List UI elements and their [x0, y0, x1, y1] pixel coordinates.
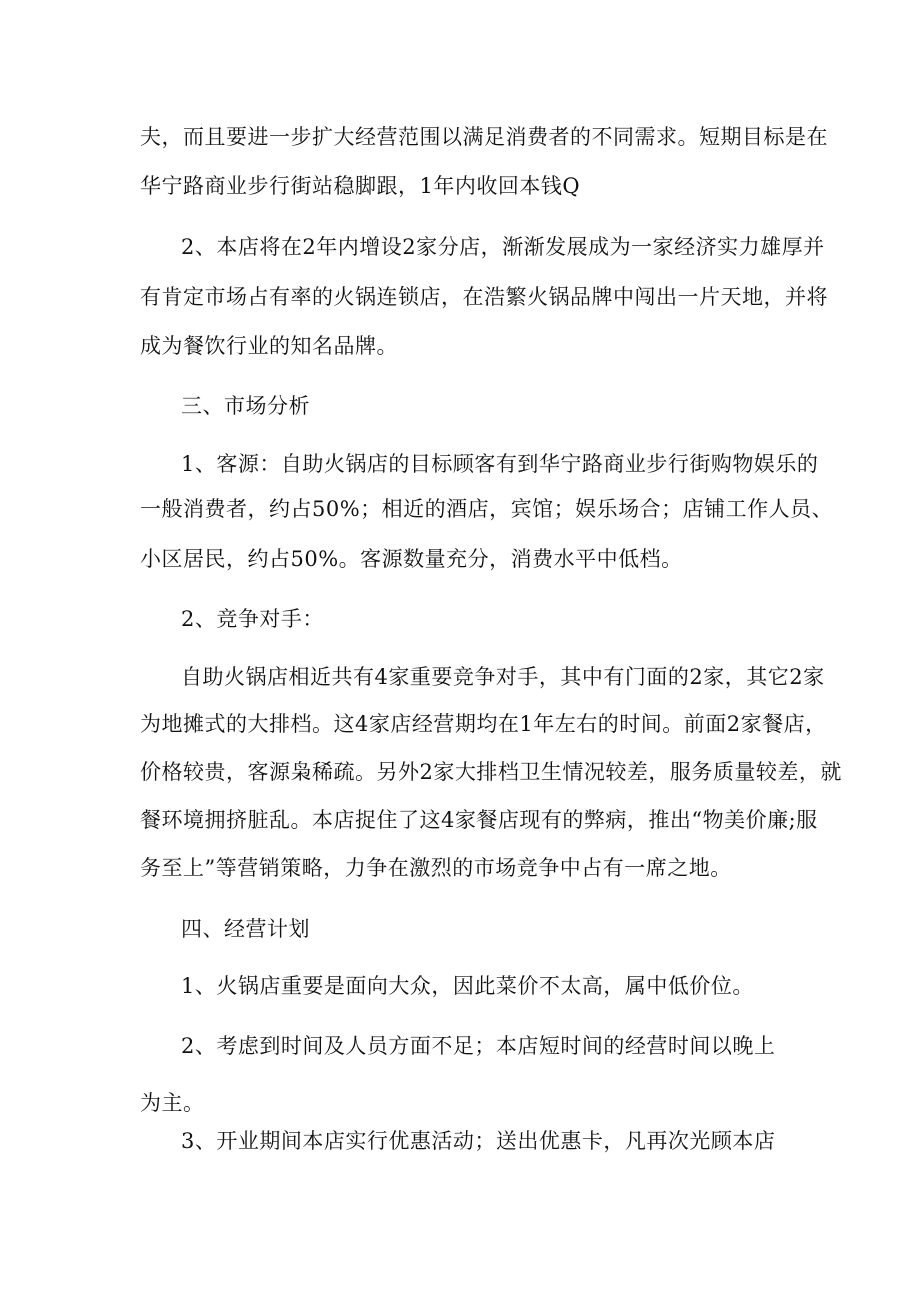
paragraph-line: 一般消费者，约占50%；相近的酒店，宾馆；娱乐场合；店铺工作人员、	[140, 497, 834, 521]
section-heading: 四、经营计划	[181, 917, 310, 941]
paragraph-line: 为地摊式的大排档。这4家店经营期均在1年左右的时间。前面2家餐店，	[140, 712, 827, 736]
section-heading: 三、市场分析	[181, 394, 310, 418]
paragraph-line: 华宁路商业步行街站稳脚跟，1年内收回本钱Q	[140, 174, 581, 198]
paragraph-line: 餐环境拥挤脏乱。本店捉住了这4家餐店现有的弊病，推出“物美价廉;服	[140, 808, 818, 832]
paragraph-line: 1、客源：自助火锅店的目标顾客有到华宁路商业步行街购物娱乐的	[181, 452, 819, 476]
paragraph-line: 3、开业期间本店实行优惠活动；送出优惠卡，凡再次光顾本店	[181, 1129, 776, 1153]
paragraph-line: 成为餐饮行业的知名品牌。	[140, 334, 398, 358]
paragraph-line: 2、本店将在2年内增设2家分店，渐渐发展成为一家经济实力雄厚并	[181, 235, 825, 259]
paragraph-line: 为主。	[140, 1091, 205, 1115]
paragraph-line: 1、火锅店重要是面向大众，因此菜价不太高，属中低价位。	[181, 974, 754, 998]
paragraph-line: 2、考虑到时间及人员方面不足；本店短时间的经营时间以晚上	[181, 1034, 776, 1058]
paragraph-line: 小区居民，约占50%。客源数量充分，消费水平中低档。	[140, 547, 683, 571]
paragraph-line: 夫，而且要进一步扩大经营范围以满足消费者的不同需求。短期目标是在	[140, 125, 828, 149]
subheading: 2、竞争对手：	[181, 607, 324, 631]
paragraph-line: 务至上”等营销策略，力争在激烈的市场竞争中占有一席之地。	[140, 856, 732, 880]
paragraph-line: 自助火锅店相近共有4家重要竞争对手，其中有门面的2家，其它2家	[181, 665, 825, 689]
paragraph-line: 有肯定市场占有率的火锅连锁店，在浩繁火锅品牌中闯出一片天地，并将	[140, 285, 828, 309]
paragraph-line: 价格较贵，客源枭稀疏。另外2家大排档卫生情况较差，服务质量较差，就	[140, 760, 842, 784]
